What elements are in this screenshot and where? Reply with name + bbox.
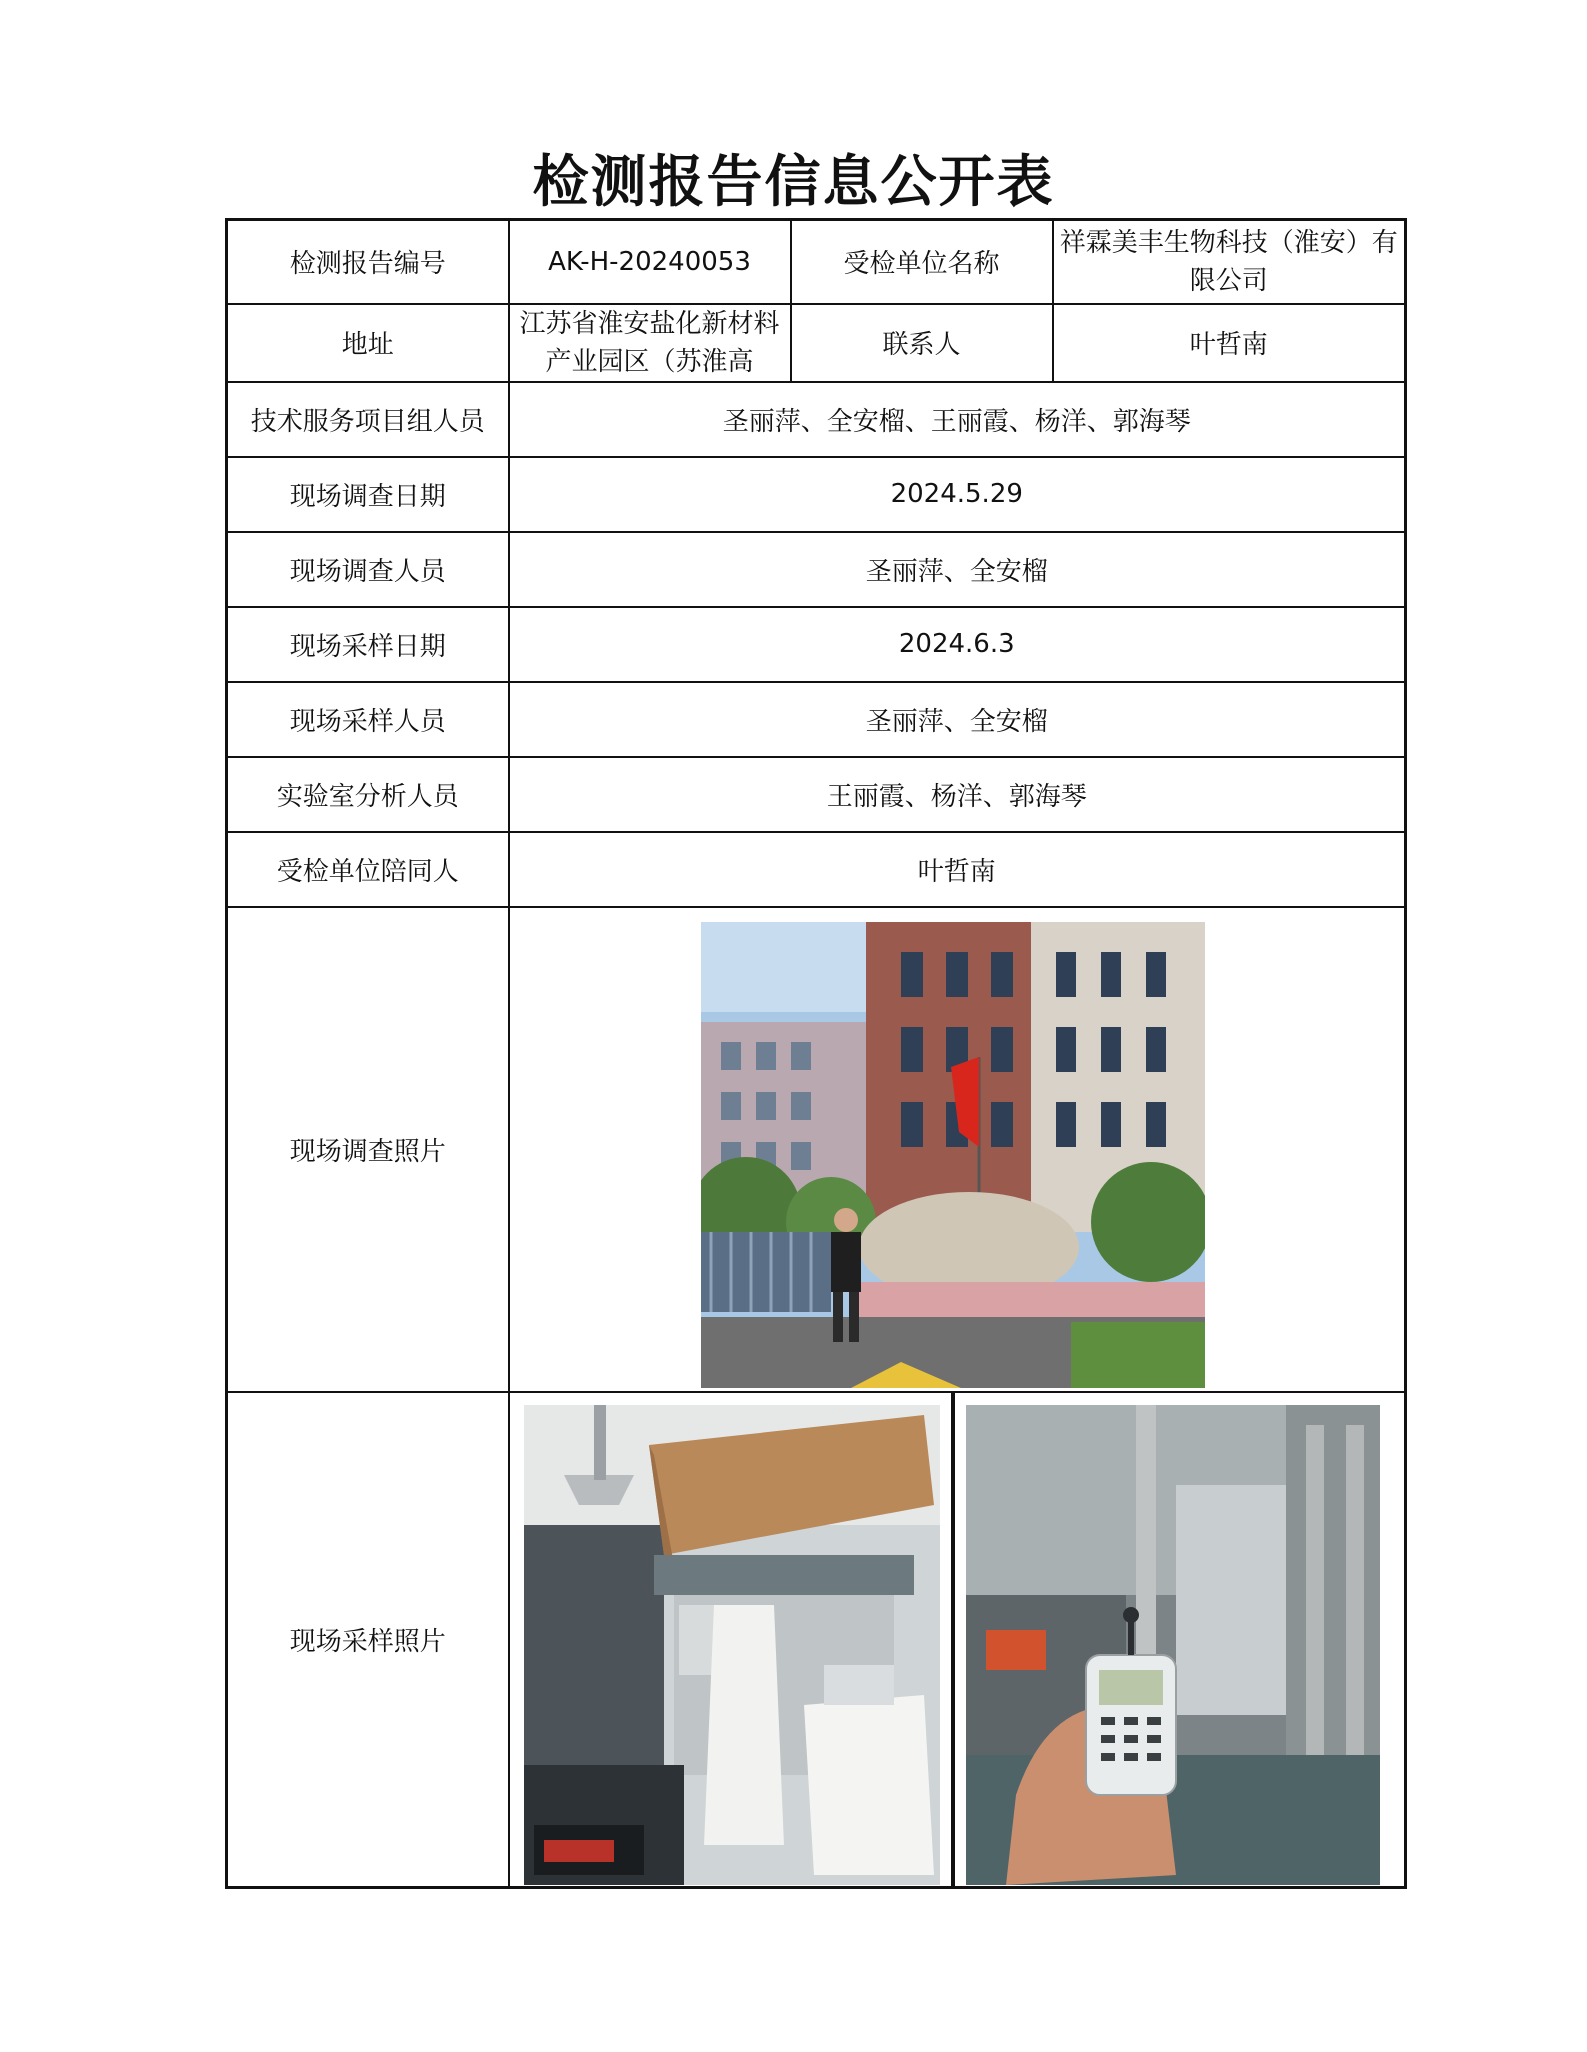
unit-label: 受检单位名称 (791, 220, 1053, 304)
team-label: 技术服务项目组人员 (227, 382, 509, 457)
table-row (227, 682, 1406, 757)
table-row (227, 220, 1406, 304)
sampling-date-label: 现场采样日期 (227, 607, 509, 682)
survey-photo-cell (509, 907, 1406, 1392)
survey-date-label: 现场调查日期 (227, 457, 509, 532)
escort-label: 受检单位陪同人 (227, 832, 509, 907)
survey-photo-label: 现场调查照片 (227, 907, 509, 1392)
sampling-photo-cell (509, 1392, 1406, 1888)
survey-staff-label: 现场调查人员 (227, 532, 509, 607)
page-title: 检测报告信息公开表 (532, 150, 1055, 215)
address-label: 地址 (227, 304, 509, 382)
report-no-value: AK-H-20240053 (509, 220, 791, 304)
lab-staff-value: 王丽霞、杨洋、郭海琴 (509, 757, 1406, 832)
table-row (227, 607, 1406, 682)
address-value (509, 304, 791, 382)
sampling-date-value: 2024.6.3 (509, 607, 1406, 682)
unit-value (1053, 220, 1406, 304)
contact-label: 联系人 (791, 304, 1053, 382)
table-row (227, 1392, 1406, 1888)
table-row (227, 532, 1406, 607)
table-row (227, 304, 1406, 382)
address-value-text: 江苏省淮安盐化新材料产业园区（苏淮高 (519, 308, 780, 377)
lab-staff-label: 实验室分析人员 (227, 757, 509, 832)
unit-value-text: 祥霖美丰生物科技（淮安）有限公司 (1059, 227, 1398, 296)
info-table (225, 218, 1407, 1889)
sampling-photo-right (966, 1405, 1380, 1885)
table-row (227, 832, 1406, 907)
table-row (227, 382, 1406, 457)
sampling-photo-label: 现场采样照片 (227, 1392, 509, 1888)
escort-value: 叶哲南 (509, 832, 1406, 907)
survey-photo (701, 922, 1205, 1388)
packing-machine-photo-image (524, 1405, 940, 1885)
table-row (227, 907, 1406, 1392)
sound-meter-photo-image (966, 1405, 1380, 1885)
report-no-label: 检测报告编号 (227, 220, 509, 304)
team-value: 圣丽萍、全安榴、王丽霞、杨洋、郭海琴 (509, 382, 1406, 457)
table-row (227, 457, 1406, 532)
sampling-staff-label: 现场采样人员 (227, 682, 509, 757)
sampling-staff-value: 圣丽萍、全安榴 (509, 682, 1406, 757)
survey-date-value: 2024.5.29 (509, 457, 1406, 532)
contact-value: 叶哲南 (1053, 304, 1406, 382)
table-row (227, 757, 1406, 832)
sampling-photo-left (524, 1405, 940, 1885)
building-photo-image (701, 922, 1205, 1388)
survey-staff-value: 圣丽萍、全安榴 (509, 532, 1406, 607)
photo-divider (951, 1393, 955, 1888)
